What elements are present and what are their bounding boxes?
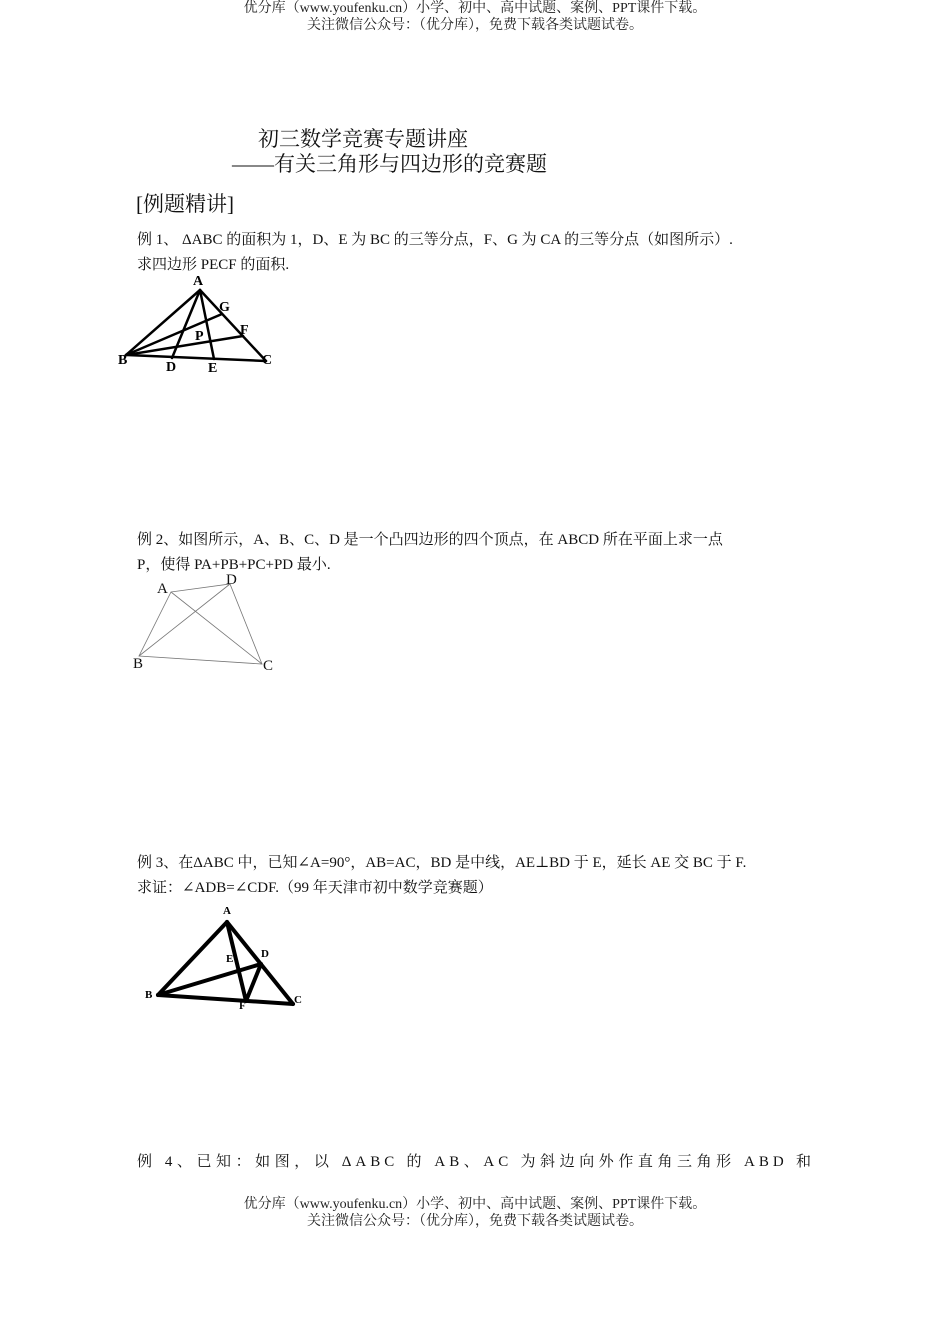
example-3-text bbox=[137, 851, 815, 901]
section-heading: [例题精讲] bbox=[136, 192, 234, 216]
page-footer bbox=[0, 1196, 950, 1230]
fig2-diagonal-ac bbox=[171, 592, 262, 664]
fig1-segment-ae bbox=[200, 290, 214, 359]
fig1-label-c: C bbox=[262, 353, 273, 368]
fig2-diagonal-bd bbox=[139, 584, 230, 656]
example-3-figure bbox=[140, 898, 310, 1016]
fig1-label-d: D bbox=[166, 360, 177, 375]
header-line-1: 优分库（www.youfenku.cn）小学、初中、高中试题、案例、PPT课件下载。 bbox=[243, 1, 707, 16]
fig1-label-g: G bbox=[219, 300, 230, 315]
fig1-label-p: P bbox=[195, 329, 204, 344]
fig1-side-bc bbox=[126, 355, 266, 361]
fig1-label-b: B bbox=[118, 353, 128, 368]
example-3-line-1: 例 3、在ΔABC 中，已知∠A=90°，AB=AC，BD 是中线，AE⊥BD 于 E，延长 AE 交 BC 于 F. bbox=[137, 855, 747, 871]
example-1-line-1: 例 1、 ΔABC 的面积为 1，D、E 为 BC 的三等分点，F、G 为 CA 的三等分点（如图所示）. bbox=[137, 232, 733, 248]
fig1-side-ac bbox=[200, 290, 266, 361]
fig2-label-c: C bbox=[263, 658, 274, 674]
fig3-side-bc bbox=[158, 995, 293, 1004]
title-line-1: 初三数学竞赛专题讲座 bbox=[258, 127, 468, 151]
fig1-segment-bg bbox=[126, 314, 222, 355]
fig3-label-d: D bbox=[261, 948, 269, 960]
example-2-figure bbox=[125, 568, 285, 678]
header-line-2: 关注微信公众号：（优分库），免费下载各类试题试卷。 bbox=[307, 18, 643, 33]
fig3-label-c: C bbox=[294, 994, 302, 1006]
example-1-figure bbox=[110, 268, 290, 378]
fig2-label-b: B bbox=[133, 656, 144, 672]
example-2-line-2: P，使得 PA+PB+PC+PD 最小. bbox=[137, 557, 331, 573]
fig1-label-a: A bbox=[193, 274, 204, 289]
fig3-label-a: A bbox=[223, 905, 231, 917]
example-2-line-1: 例 2、如图所示，A、B、C、D 是一个凸四边形的四个顶点，在 ABCD 所在平面上求一点 bbox=[137, 532, 723, 548]
title-line-2: ——有关三角形与四边形的竞赛题 bbox=[232, 152, 547, 176]
footer-line-2: 关注微信公众号：（优分库），免费下载各类试题试卷。 bbox=[307, 1214, 643, 1229]
footer-line-1: 优分库（www.youfenku.cn）小学、初中、高中试题、案例、PPT课件下载。 bbox=[243, 1197, 707, 1212]
example-3-line-2: 求证：∠ADB=∠CDF.（99 年天津市初中数学竞赛题） bbox=[137, 880, 493, 896]
fig1-label-f: F bbox=[240, 323, 249, 338]
fig1-label-e: E bbox=[208, 361, 218, 376]
fig3-label-b: B bbox=[145, 989, 153, 1001]
example-4-line-1: 例 4、已知：如图，以 ΔABC 的 AB、AC 为斜边向外作直角三角形 ABD 和 bbox=[137, 1154, 815, 1170]
example-1-line-2: 求四边形 PECF 的面积. bbox=[137, 257, 290, 273]
fig3-label-e: E bbox=[226, 953, 234, 965]
page-header bbox=[0, 0, 950, 34]
fig2-label-a: A bbox=[157, 581, 168, 597]
fig3-label-f: F bbox=[239, 1000, 246, 1012]
fig2-label-d: D bbox=[226, 572, 237, 588]
